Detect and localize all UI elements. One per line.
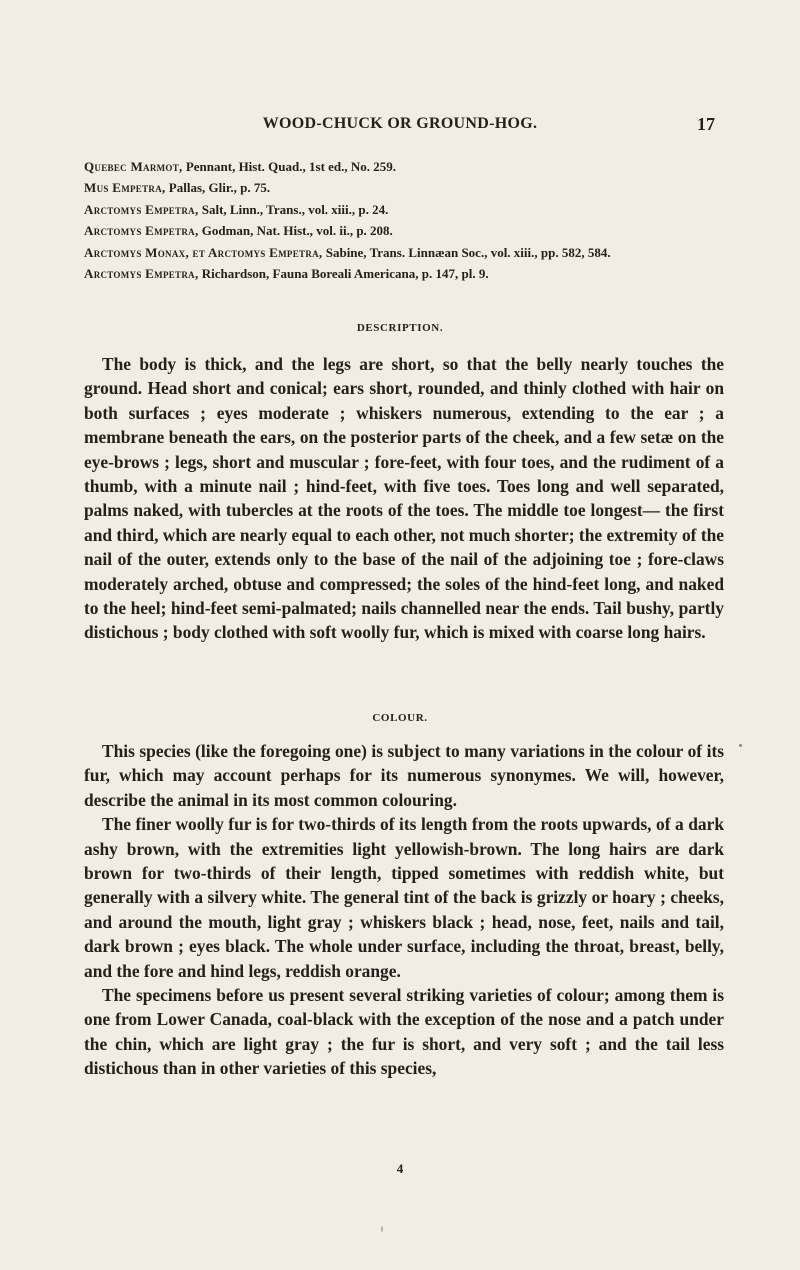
description-paragraph: The body is thick, and the legs are short, so that the belly nearly touches the ground. Head short and conical; ears short, rounded, and thinly clothed with hair on both surfaces ; eyes moderate ; whiskers numerous, extending to the ear ; a membrane beneath the ears, on the posterior parts of the cheek, and a few setæ on the eye-brows ; legs, short and muscular ; fore-feet, with four toes, and the rudiment of a thumb, with a minute nail ; hind-feet, with five toes. Toes long and well separated, palms naked, with tubercles at the roots of the toes. The middle toe longest— the first and third, which are nearly equal to each other, not much shorter; the extremity of the nail of the outer, extends only to the base of the nail of the adjoining toe ; fore-claws moderately arched, obtuse and compressed; the soles of the hind-feet long, and naked to the heel; hind-feet semi-palmated; nails channelled near the ends. Tail bushy, partly distichous ; body clothed with soft woolly fur, which is mixed with coarse long hairs. [84,354,724,643]
synonym-name: Arctomys Empetra, [84,201,199,217]
synonym-name: Arctomys Empetra, [84,223,199,239]
colour-paragraph: The finer woolly fur is for two-thirds of its length from the roots upwards, of a dark ashy brown, with the extremities light yellowish-brown. The long hairs are dark brown for two-thirds of their length, tipped sometimes with reddish white, but generally with a silvery white. The general tint of the back is grizzly or hoary ; cheeks, and around the mouth, light gray ; whiskers black ; head, nose, feet, nails and tail, dark brown ; eyes black. The whole under surface, including the throat, breast, belly, and the fore and hind legs, reddish orange. [84,814,724,981]
description-heading: DESCRIPTION. [356,322,444,334]
synonymy-list [84,156,724,284]
synonym-entry [84,156,724,177]
synonym-entry [84,242,724,263]
colour-heading: COLOUR. [372,712,428,724]
synonym-citation: Salt, Linn., Trans., vol. xiii., p. 24. [198,201,389,217]
synonym-citation: Sabine, Trans. Linnæan Soc., vol. xiii., pp. 582, 584. [322,244,611,260]
signature-mark: 4 [396,1161,404,1176]
colour-body [84,739,724,1081]
synonym-name: Arctomys Empetra, [84,266,199,282]
synonym-name: Arctomys Monax, et Arctomys Empetra, [84,244,323,260]
synonym-citation: Pallas, Glir., p. 75. [165,180,271,196]
running-title: WOOD-CHUCK OR GROUND-HOG. [262,115,538,132]
paper-speck [739,744,742,747]
synonym-entry [84,199,724,220]
synonym-name: Quebec Marmot, [84,159,183,174]
synonym-entry [84,263,724,284]
page-number: 17 [697,114,715,134]
synonym-entry [84,220,724,241]
paper-speck [381,1226,383,1232]
synonym-entry [84,177,724,198]
synonym-citation: Pennant, Hist. Quad., 1st ed., No. 259. [182,159,397,174]
colour-paragraph: The specimens before us present several striking varieties of colour; among them is one from Lower Canada, coal-black with the exception of the nose and a patch under the chin, which are light gray ; the fur is short, and very soft ; and the tail less distichous than in other varieties of this species, [84,985,724,1079]
synonym-citation: Godman, Nat. Hist., vol. ii., p. 208. [198,223,393,239]
colour-paragraph: This species (like the foregoing one) is subject to many variations in the colour of its fur, which may account perhaps for its numerous synonymes. We will, however, describe the animal in its most common colouring. [84,741,724,810]
synonym-citation: Richardson, Fauna Boreali Americana, p. 147, pl. 9. [198,266,489,282]
description-body [84,352,724,645]
synonym-name: Mus Empetra, [84,180,166,196]
